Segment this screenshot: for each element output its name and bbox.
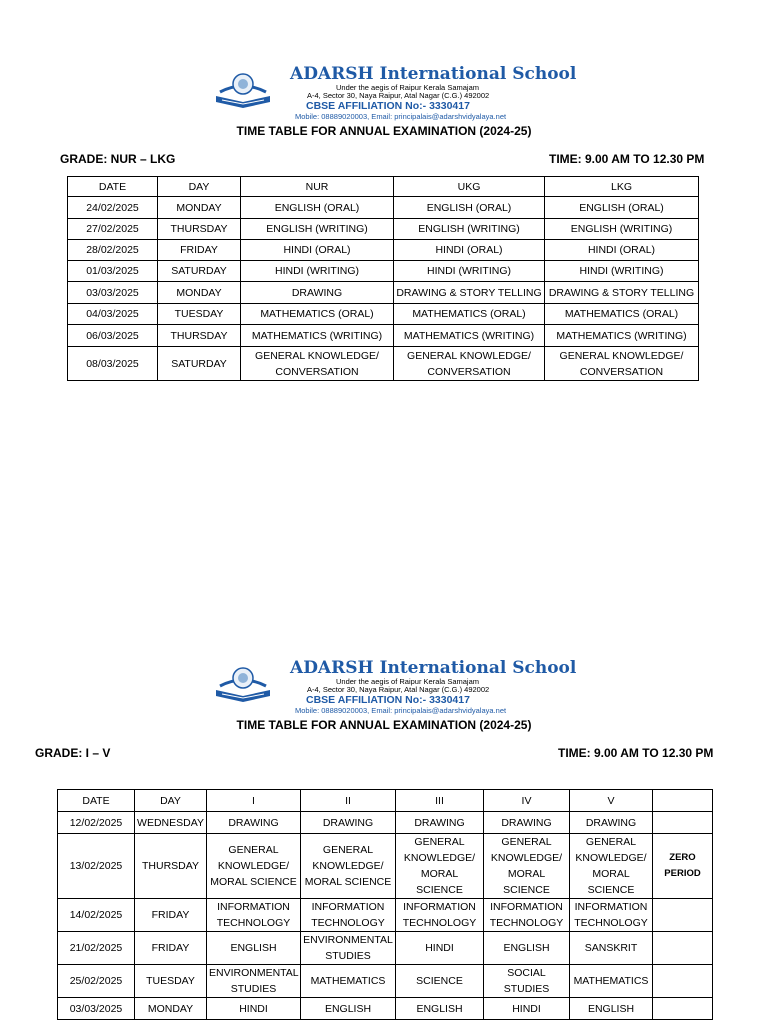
grade-ii-cell: INFORMATION TECHNOLOGY xyxy=(301,899,396,932)
grade-i-cell: INFORMATION TECHNOLOGY xyxy=(207,899,301,932)
header-extra xyxy=(653,790,713,812)
table-row xyxy=(58,834,713,899)
table-row xyxy=(68,240,699,261)
timetable-nur-lkg xyxy=(67,176,699,381)
day-cell: THURSDAY xyxy=(158,325,241,347)
lkg-cell: MATHEMATICS (ORAL) xyxy=(545,304,699,325)
ukg-cell: ENGLISH (WRITING) xyxy=(394,219,545,240)
grade-iii-cell: HINDI xyxy=(396,932,484,965)
header-date: DATE xyxy=(68,177,158,197)
header-date: DATE xyxy=(58,790,135,812)
header-grade-iii: III xyxy=(396,790,484,812)
grade-v-cell: SANSKRIT xyxy=(570,932,653,965)
grade-v-cell: GENERAL KNOWLEDGE/ MORAL SCIENCE xyxy=(570,834,653,899)
section2-grade: GRADE: I – V xyxy=(35,746,111,760)
date-cell: 21/02/2025 xyxy=(58,932,135,965)
table-row xyxy=(68,219,699,240)
school-aegis: Under the aegis of Raipur Kerala Samajam xyxy=(336,677,479,686)
day-cell: THURSDAY xyxy=(158,219,241,240)
extra-cell xyxy=(653,998,713,1020)
date-cell: 03/03/2025 xyxy=(58,998,135,1020)
lkg-cell: HINDI (WRITING) xyxy=(545,261,699,282)
date-cell: 06/03/2025 xyxy=(68,325,158,347)
table-row xyxy=(68,304,699,325)
nur-cell: ENGLISH (WRITING) xyxy=(241,219,394,240)
day-cell: TUESDAY xyxy=(135,965,207,998)
lkg-cell: ENGLISH (ORAL) xyxy=(545,197,699,219)
grade-iv-cell: ENGLISH xyxy=(484,932,570,965)
lkg-cell: GENERAL KNOWLEDGE/ CONVERSATION xyxy=(545,347,699,381)
zero-period-cell: ZERO PERIOD xyxy=(653,834,713,899)
extra-cell xyxy=(653,899,713,932)
table-row xyxy=(58,965,713,998)
header-day: DAY xyxy=(135,790,207,812)
grade-iv-cell: DRAWING xyxy=(484,812,570,834)
grade-ii-cell: ENVIRONMENTAL STUDIES xyxy=(301,932,396,965)
ukg-cell: DRAWING & STORY TELLING xyxy=(394,282,545,304)
header-grade-iv: IV xyxy=(484,790,570,812)
ukg-cell: MATHEMATICS (WRITING) xyxy=(394,325,545,347)
grade-i-cell: HINDI xyxy=(207,998,301,1020)
table-row xyxy=(68,325,699,347)
date-cell: 25/02/2025 xyxy=(58,965,135,998)
date-cell: 13/02/2025 xyxy=(58,834,135,899)
ukg-cell: HINDI (ORAL) xyxy=(394,240,545,261)
grade-iii-cell: SCIENCE xyxy=(396,965,484,998)
day-cell: SATURDAY xyxy=(158,261,241,282)
grade-i-cell: GENERAL KNOWLEDGE/ MORAL SCIENCE xyxy=(207,834,301,899)
extra-cell xyxy=(653,932,713,965)
date-cell: 04/03/2025 xyxy=(68,304,158,325)
section2-time: TIME: 9.00 AM TO 12.30 PM xyxy=(558,746,714,760)
extra-cell xyxy=(653,812,713,834)
section1-time: TIME: 9.00 AM TO 12.30 PM xyxy=(549,152,705,166)
ukg-cell: ENGLISH (ORAL) xyxy=(394,197,545,219)
date-cell: 27/02/2025 xyxy=(68,219,158,240)
date-cell: 01/03/2025 xyxy=(68,261,158,282)
lkg-cell: HINDI (ORAL) xyxy=(545,240,699,261)
extra-cell xyxy=(653,965,713,998)
date-cell: 14/02/2025 xyxy=(58,899,135,932)
section1-grade: GRADE: NUR – LKG xyxy=(60,152,176,166)
nur-cell: GENERAL KNOWLEDGE/ CONVERSATION xyxy=(241,347,394,381)
grade-iv-cell: GENERAL KNOWLEDGE/ MORAL SCIENCE xyxy=(484,834,570,899)
grade-iii-cell: ENGLISH xyxy=(396,998,484,1020)
grade-iii-cell: DRAWING xyxy=(396,812,484,834)
school-name: ADARSH International School xyxy=(290,658,577,678)
grade-ii-cell: DRAWING xyxy=(301,812,396,834)
nur-cell: MATHEMATICS (ORAL) xyxy=(241,304,394,325)
header-day: DAY xyxy=(158,177,241,197)
grade-iii-cell: INFORMATION TECHNOLOGY xyxy=(396,899,484,932)
header-grade-i: I xyxy=(207,790,301,812)
grade-v-cell: DRAWING xyxy=(570,812,653,834)
grade-v-cell: ENGLISH xyxy=(570,998,653,1020)
ukg-cell: GENERAL KNOWLEDGE/ CONVERSATION xyxy=(394,347,545,381)
header-ukg: UKG xyxy=(394,177,545,197)
grade-iv-cell: INFORMATION TECHNOLOGY xyxy=(484,899,570,932)
date-cell: 12/02/2025 xyxy=(58,812,135,834)
nur-cell: HINDI (WRITING) xyxy=(241,261,394,282)
section2-title: TIME TABLE FOR ANNUAL EXAMINATION (2024-25) xyxy=(236,718,532,732)
school-address: A-4, Sector 30, Naya Raipur, Atal Nagar (C.G.) 492002 xyxy=(307,91,490,100)
lkg-cell: DRAWING & STORY TELLING xyxy=(545,282,699,304)
grade-iv-cell: SOCIAL STUDIES xyxy=(484,965,570,998)
timetable-i-v xyxy=(57,789,713,1020)
school-logo-icon xyxy=(210,66,276,122)
table-row xyxy=(68,282,699,304)
nur-cell: MATHEMATICS (WRITING) xyxy=(241,325,394,347)
table-row xyxy=(58,899,713,932)
header-grade-v: V xyxy=(570,790,653,812)
grade-v-cell: INFORMATION TECHNOLOGY xyxy=(570,899,653,932)
grade-v-cell: MATHEMATICS xyxy=(570,965,653,998)
school-logo-icon xyxy=(210,660,276,716)
table-row xyxy=(68,197,699,219)
lkg-cell: ENGLISH (WRITING) xyxy=(545,219,699,240)
table-row xyxy=(68,347,699,381)
nur-cell: ENGLISH (ORAL) xyxy=(241,197,394,219)
school-address: A-4, Sector 30, Naya Raipur, Atal Nagar (C.G.) 492002 xyxy=(307,685,490,694)
school-contact: Mobile: 08889020003, Email: principalais@adarshvidyalaya.net xyxy=(295,112,507,121)
grade-ii-cell: ENGLISH xyxy=(301,998,396,1020)
day-cell: THURSDAY xyxy=(135,834,207,899)
day-cell: MONDAY xyxy=(158,282,241,304)
school-aegis: Under the aegis of Raipur Kerala Samajam xyxy=(336,83,479,92)
table-row xyxy=(68,261,699,282)
day-cell: MONDAY xyxy=(158,197,241,219)
date-cell: 24/02/2025 xyxy=(68,197,158,219)
date-cell: 28/02/2025 xyxy=(68,240,158,261)
school-name: ADARSH International School xyxy=(290,64,577,84)
header-nur: NUR xyxy=(241,177,394,197)
day-cell: SATURDAY xyxy=(158,347,241,381)
nur-cell: HINDI (ORAL) xyxy=(241,240,394,261)
ukg-cell: HINDI (WRITING) xyxy=(394,261,545,282)
lkg-cell: MATHEMATICS (WRITING) xyxy=(545,325,699,347)
cbse-affiliation: CBSE AFFILIATION No:- 3330417 xyxy=(306,100,470,112)
header-grade-ii: II xyxy=(301,790,396,812)
day-cell: FRIDAY xyxy=(158,240,241,261)
day-cell: FRIDAY xyxy=(135,899,207,932)
date-cell: 08/03/2025 xyxy=(68,347,158,381)
school-contact: Mobile: 08889020003, Email: principalais@adarshvidyalaya.net xyxy=(295,706,507,715)
table-row xyxy=(58,998,713,1020)
cbse-affiliation: CBSE AFFILIATION No:- 3330417 xyxy=(306,694,470,706)
grade-ii-cell: GENERAL KNOWLEDGE/ MORAL SCIENCE xyxy=(301,834,396,899)
header-lkg: LKG xyxy=(545,177,699,197)
grade-iv-cell: HINDI xyxy=(484,998,570,1020)
grade-ii-cell: MATHEMATICS xyxy=(301,965,396,998)
table-row xyxy=(58,812,713,834)
day-cell: FRIDAY xyxy=(135,932,207,965)
ukg-cell: MATHEMATICS (ORAL) xyxy=(394,304,545,325)
grade-i-cell: ENGLISH xyxy=(207,932,301,965)
date-cell: 03/03/2025 xyxy=(68,282,158,304)
day-cell: WEDNESDAY xyxy=(135,812,207,834)
grade-i-cell: DRAWING xyxy=(207,812,301,834)
section1-title: TIME TABLE FOR ANNUAL EXAMINATION (2024-25) xyxy=(236,124,532,138)
nur-cell: DRAWING xyxy=(241,282,394,304)
grade-i-cell: ENVIRONMENTAL STUDIES xyxy=(207,965,301,998)
day-cell: TUESDAY xyxy=(158,304,241,325)
table-row xyxy=(58,932,713,965)
day-cell: MONDAY xyxy=(135,998,207,1020)
grade-iii-cell: GENERAL KNOWLEDGE/ MORAL SCIENCE xyxy=(396,834,484,899)
